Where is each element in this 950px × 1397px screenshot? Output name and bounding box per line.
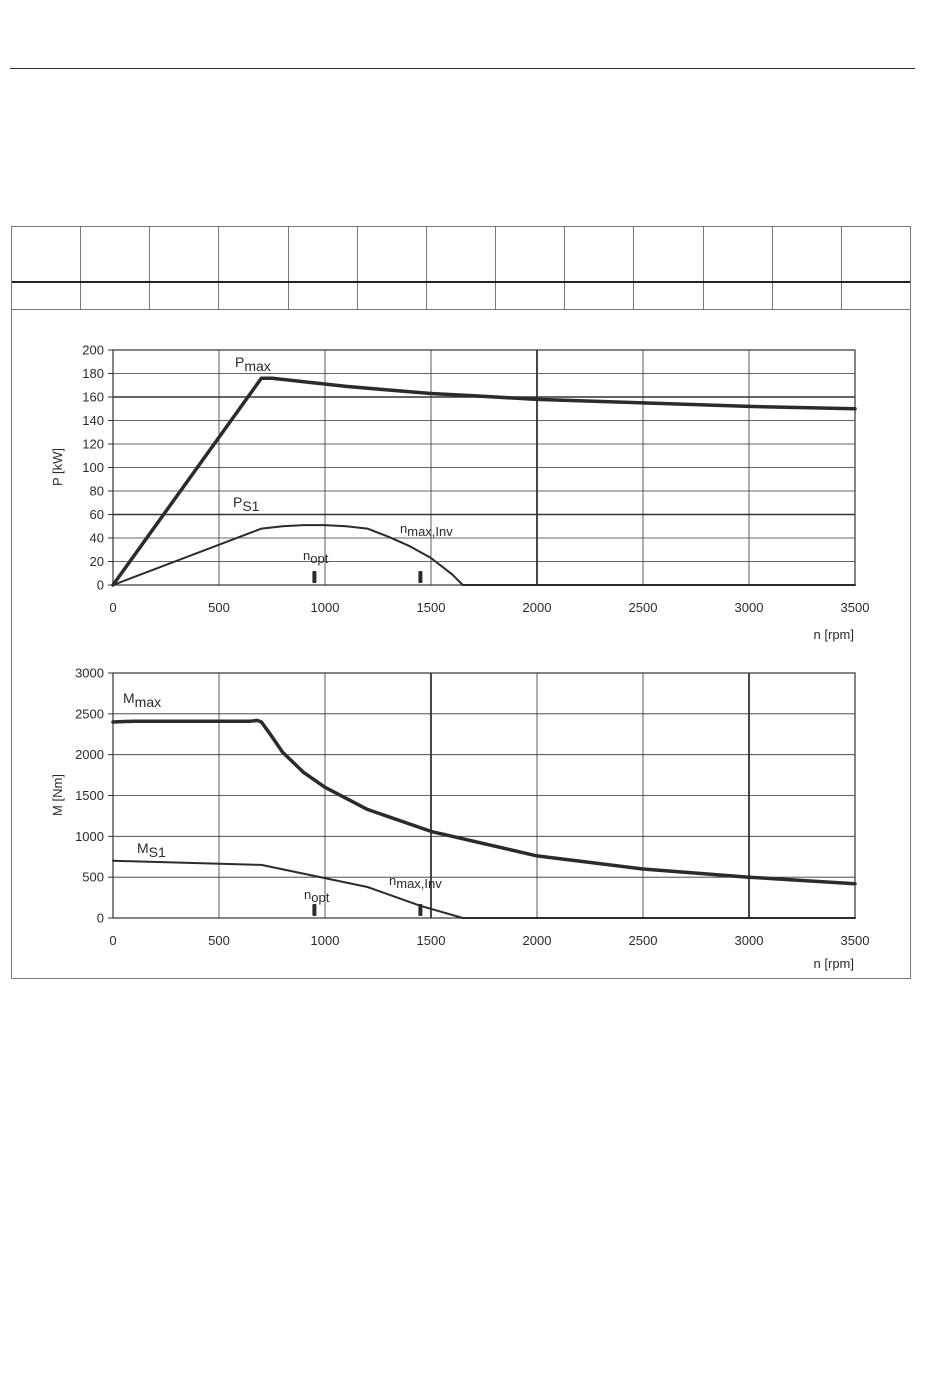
x-tick-label: 3500	[840, 933, 870, 948]
marker-opt	[312, 571, 316, 583]
y-tick-label: 40	[89, 530, 104, 546]
series-label-s1: MS1	[137, 840, 166, 860]
x-tick-label: 0	[109, 933, 117, 948]
x-tick-label: 2500	[628, 600, 658, 615]
annotation-label-maxinv: nmax,Inv	[389, 873, 442, 891]
y-tick-label: 60	[89, 507, 104, 522]
y-tick-label: 160	[82, 389, 104, 405]
y-tick-label: 1000	[75, 828, 104, 844]
x-tick-label: 0	[109, 600, 117, 615]
y-tick-label: 180	[82, 366, 104, 381]
x-axis-label: n [rpm]	[813, 627, 854, 642]
y-axis-label: P [kW]	[50, 447, 65, 487]
x-tick-label: 1000	[310, 600, 340, 615]
y-tick-label: 1500	[75, 788, 104, 803]
series-line-s1	[113, 861, 855, 918]
y-tick-label: 3000	[75, 665, 104, 681]
x-tick-label: 2000	[522, 933, 552, 948]
x-tick-label: 3000	[734, 600, 764, 615]
y-tick-label: 120	[82, 436, 104, 452]
marker-maxinv	[418, 571, 422, 583]
y-tick-label: 500	[82, 869, 104, 885]
x-tick-label: 1500	[416, 933, 446, 948]
x-tick-label: 1500	[416, 600, 446, 615]
x-tick-label: 3000	[734, 933, 764, 948]
series-label-max: Mmax	[123, 690, 162, 710]
series-label-max: Pmax	[235, 354, 271, 374]
y-axis-label: M [Nm]	[50, 774, 65, 816]
series-label-s1: PS1	[233, 494, 260, 514]
y-tick-label: 200	[82, 342, 104, 358]
x-tick-label: 500	[208, 600, 230, 615]
series-line-max	[113, 720, 855, 883]
marker-maxinv	[418, 904, 422, 916]
y-tick-label: 2500	[75, 706, 104, 722]
y-tick-label: 100	[82, 460, 104, 475]
annotation-label-opt: nopt	[304, 887, 330, 905]
x-tick-label: 2500	[628, 933, 658, 948]
x-tick-label: 3500	[840, 600, 870, 615]
x-tick-label: 500	[208, 933, 230, 948]
series-line-max	[113, 378, 855, 585]
y-tick-label: 2000	[75, 747, 104, 763]
x-axis-label: n [rpm]	[813, 956, 854, 971]
y-tick-label: 80	[89, 483, 104, 499]
y-tick-label: 0	[96, 910, 104, 926]
marker-opt	[312, 904, 316, 916]
y-tick-label: 20	[89, 554, 104, 569]
series-line-s1	[113, 525, 855, 585]
power-chart	[50, 343, 869, 643]
annotation-label-maxinv: nmax,Inv	[400, 521, 453, 539]
annotation-label-opt: nopt	[303, 548, 329, 566]
y-tick-label: 0	[96, 577, 104, 593]
x-tick-label: 1000	[310, 933, 340, 948]
y-tick-label: 140	[82, 413, 104, 428]
torque-chart	[50, 666, 869, 972]
x-tick-label: 2000	[522, 600, 552, 615]
